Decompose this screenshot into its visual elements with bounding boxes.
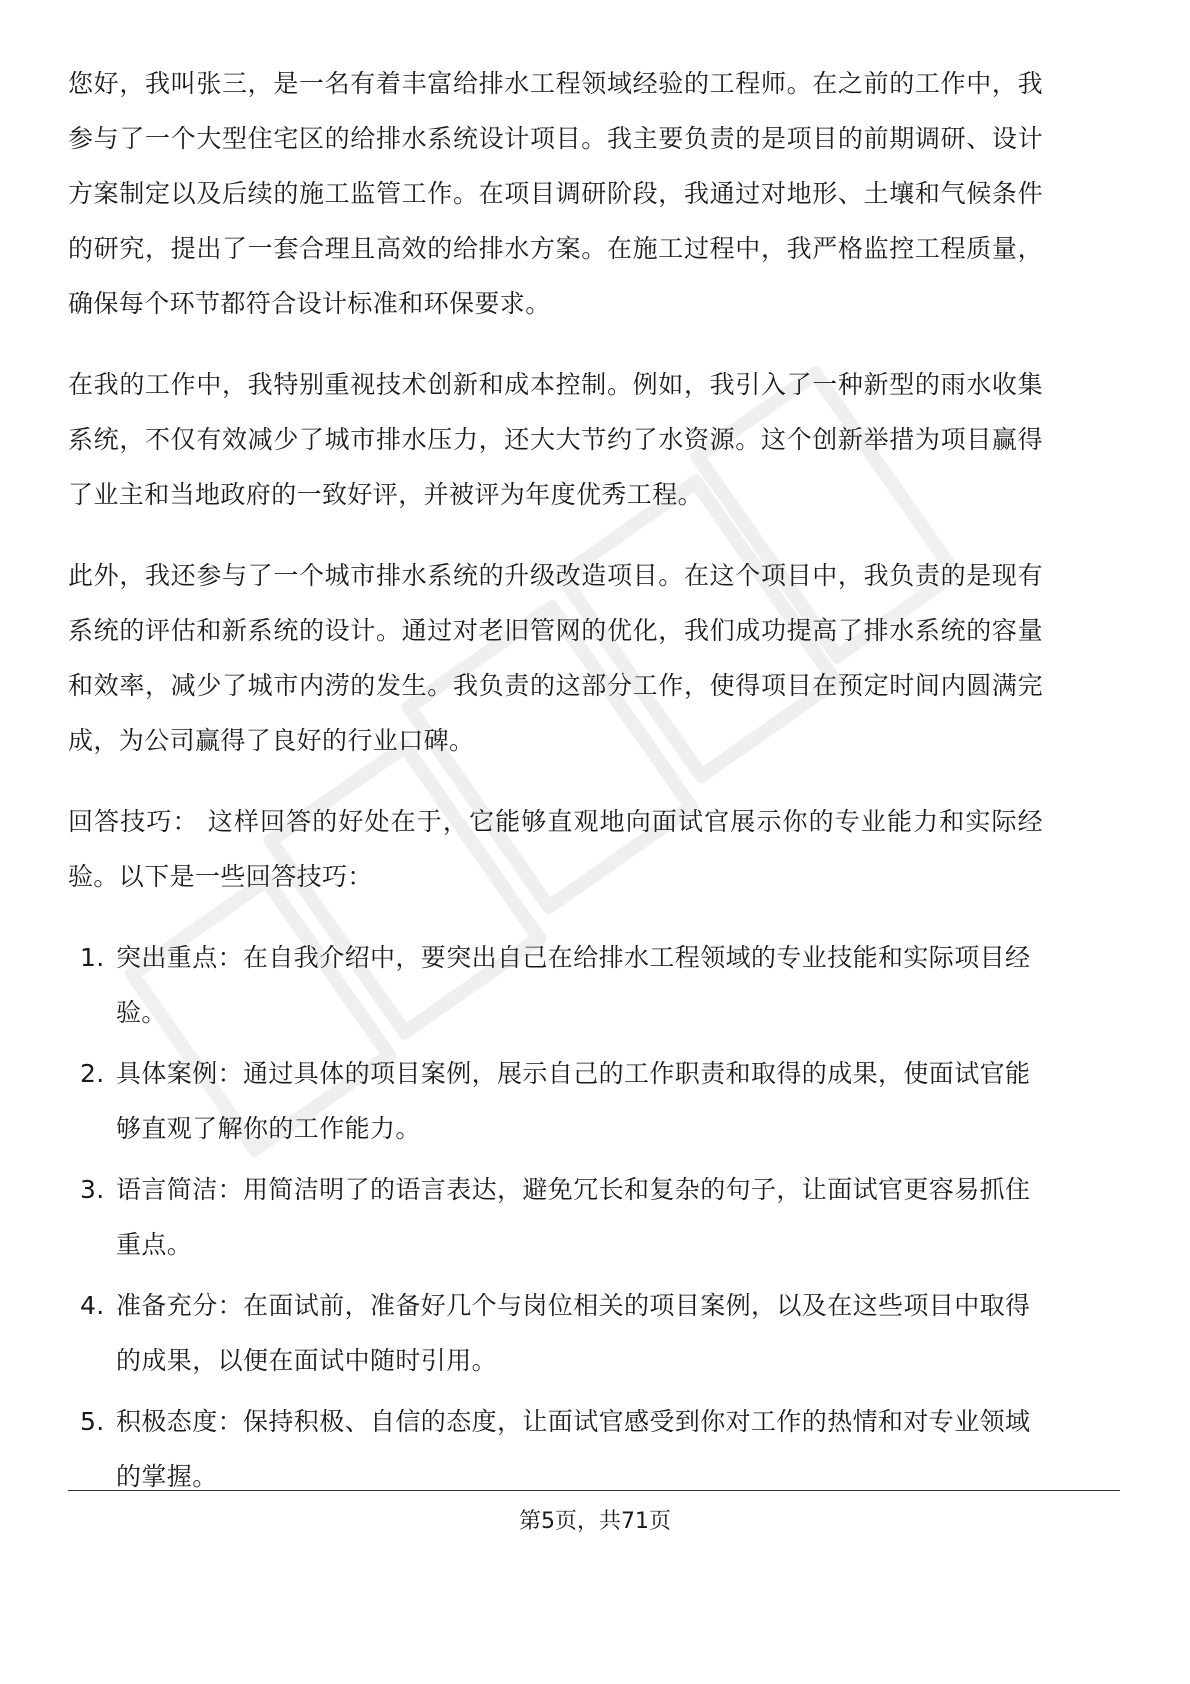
tip-number: 2. [80,1059,105,1088]
tip-text: 准备充分：在面试前，准备好几个与岗位相关的项目案例，以及在这些项目中取得的成果，以便在面试中随时引用。 [116,1291,1031,1375]
tip-item-1 [68,930,1043,1040]
tip-number: 1. [80,943,105,972]
tip-number: 5. [80,1407,105,1436]
tip-text: 语言简洁：用简洁明了的语言表达，避免冗长和复杂的句子，让面试官更容易抓住重点。 [116,1175,1031,1259]
paragraph-intro: 您好，我叫张三，是一名有着丰富给排水工程领域经验的工程师。在之前的工作中，我参与了一个大型住宅区的给排水系统设计项目。我主要负责的是项目的前期调研、设计方案制定以及后续的施工监管工作。在项目调研阶段，我通过对地形、土壤和气候条件的研究，提出了一套合理且高效的给排水方案。在施工过程中，我严格监控工程质量，确保每个环节都符合设计标准和环保要求。 [68,69,1043,318]
tip-text: 具体案例：通过具体的项目案例，展示自己的工作职责和取得的成果，使面试官能够直观了解你的工作能力。 [116,1059,1031,1143]
document-body [68,56,1043,1510]
footer-divider [68,1490,1120,1491]
tip-item-2 [68,1046,1043,1156]
tip-number: 4. [80,1291,105,1320]
paragraph-innovation: 在我的工作中，我特别重视技术创新和成本控制。例如，我引入了一种新型的雨水收集系统，不仅有效减少了城市排水压力，还大大节约了水资源。这个创新举措为项目赢得了业主和当地政府的一致好评，并被评为年度优秀工程。 [68,370,1043,509]
tip-number: 3. [80,1175,105,1204]
paragraph-answer-tips-intro: 回答技巧： 这样回答的好处在于，它能够直观地向面试官展示你的专业能力和实际经验。以下是一些回答技巧： [68,807,1043,891]
paragraph-upgrade-project: 此外，我还参与了一个城市排水系统的升级改造项目。在这个项目中，我负责的是现有系统的评估和新系统的设计。通过对老旧管网的优化，我们成功提高了排水系统的容量和效率，减少了城市内涝的发生。我负责的这部分工作，使得项目在预定时间内圆满完成，为公司赢得了良好的行业口碑。 [68,561,1043,755]
tip-item-4 [68,1278,1043,1388]
tip-text: 积极态度：保持积极、自信的态度，让面试官感受到你对工作的热情和对专业领域的掌握。 [116,1407,1031,1491]
tip-item-5 [68,1394,1043,1504]
tip-item-3 [68,1162,1043,1272]
tips-list [68,930,1043,1504]
page-number: 第5页，共71页 [519,1509,671,1534]
tip-text: 突出重点：在自我介绍中，要突出自己在给排水工程领域的专业技能和实际项目经验。 [116,943,1031,1027]
